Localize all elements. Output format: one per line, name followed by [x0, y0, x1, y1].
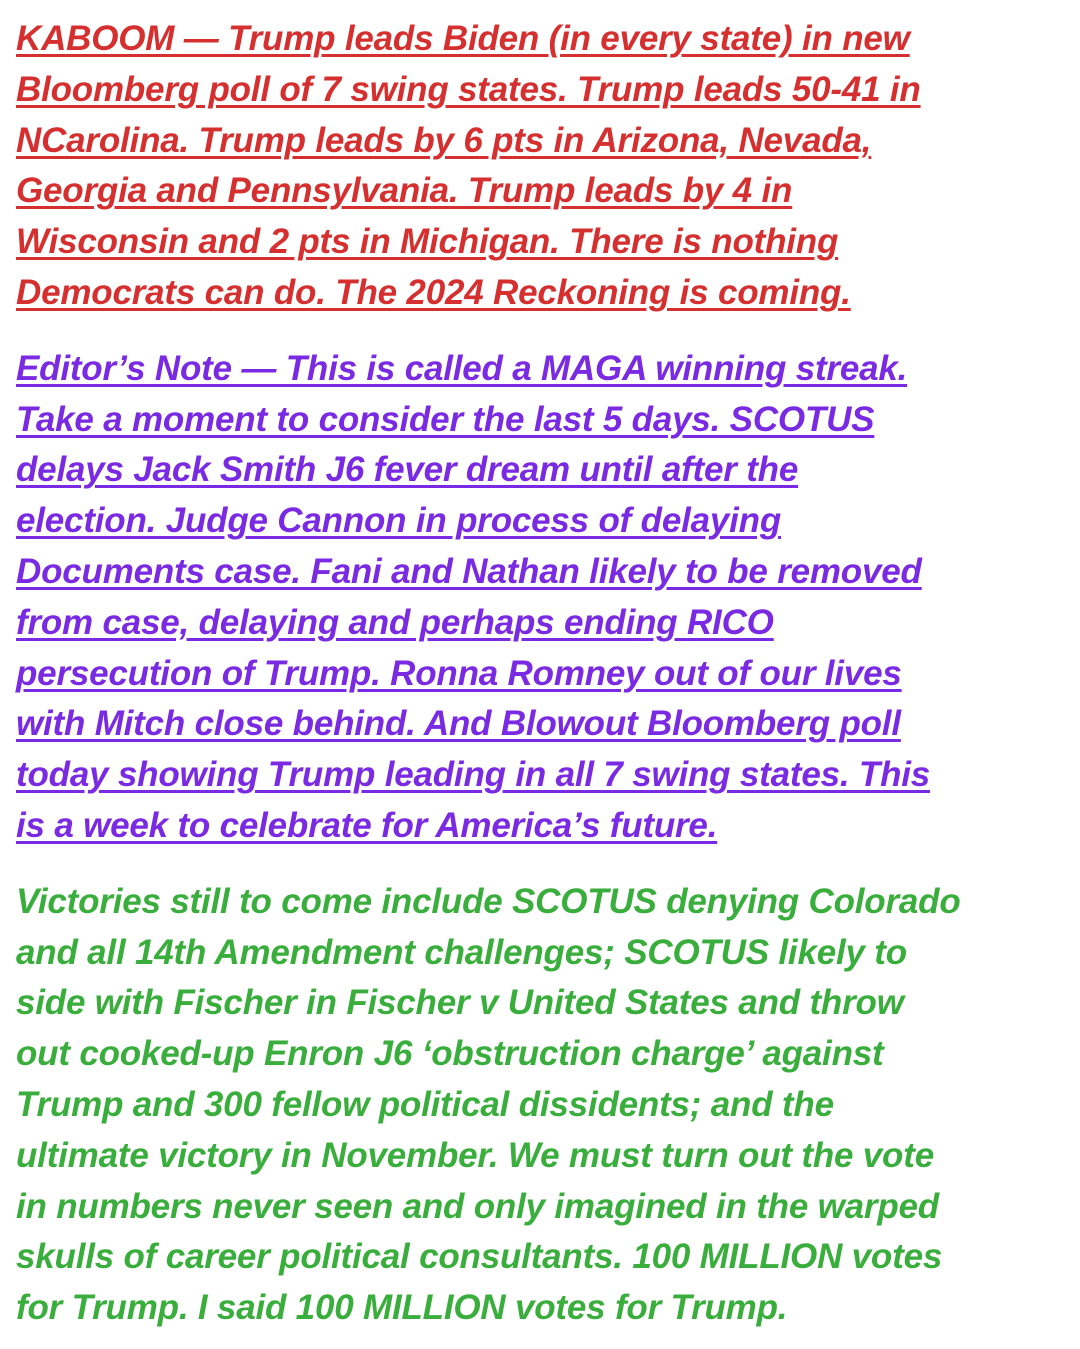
editor-note-line[interactable]: Take a moment to consider the last 5 days. SCOTUS: [16, 399, 875, 439]
headline-line[interactable]: Wisconsin and 2 pts in Michigan. There is nothing: [16, 222, 839, 262]
headline-link[interactable]: [16, 14, 1070, 319]
headline-line[interactable]: NCarolina. Trump leads by 6 pts in Arizona, Nevada,: [16, 120, 872, 160]
closing-line: Victories still to come include SCOTUS denying Colorado: [16, 881, 961, 921]
editor-note-link[interactable]: [16, 344, 1070, 852]
editor-note-line[interactable]: Documents case. Fani and Nathan likely to be removed: [16, 551, 922, 591]
headline-line[interactable]: KABOOM — Trump leads Biden (in every state) in new: [16, 19, 910, 58]
closing-paragraph: [16, 877, 1070, 1334]
editor-note-line[interactable]: delays Jack Smith J6 fever dream until after the: [16, 450, 799, 490]
closing-line: and all 14th Amendment challenges; SCOTUS likely to: [16, 932, 907, 972]
editor-note-line[interactable]: today showing Trump leading in all 7 swing states. This: [16, 755, 931, 795]
editor-note-line[interactable]: persecution of Trump. Ronna Romney out of our lives: [16, 653, 902, 693]
headline-line[interactable]: Georgia and Pennsylvania. Trump leads by 4 in: [16, 171, 793, 211]
closing-line: in numbers never seen and only imagined in the warped: [16, 1186, 939, 1226]
editor-note-line[interactable]: from case, delaying and perhaps ending RICO: [16, 602, 774, 642]
editor-note-line[interactable]: Editor’s Note — This is called a MAGA winning streak.: [16, 348, 908, 388]
closing-line: Trump and 300 fellow political dissidents; and the: [16, 1084, 834, 1124]
closing-line: for Trump. I said 100 MILLION votes for Trump.: [16, 1288, 788, 1328]
closing-line: ultimate victory in November. We must turn out the vote: [16, 1135, 934, 1175]
closing-line: out cooked-up Enron J6 ‘obstruction charge’ against: [16, 1034, 884, 1074]
closing-line: skulls of career political consultants. 100 MILLION votes: [16, 1237, 943, 1277]
closing-line: side with Fischer in Fischer v United States and throw: [16, 983, 904, 1023]
headline-line[interactable]: Bloomberg poll of 7 swing states. Trump leads 50-41 in: [16, 69, 921, 109]
headline-line[interactable]: Democrats can do. The 2024 Reckoning is coming.: [16, 272, 851, 312]
editor-note-line[interactable]: with Mitch close behind. And Blowout Bloomberg poll: [16, 704, 901, 744]
editor-note-line[interactable]: is a week to celebrate for America’s future.: [16, 805, 718, 845]
editor-note-line[interactable]: election. Judge Cannon in process of delaying: [16, 501, 782, 541]
